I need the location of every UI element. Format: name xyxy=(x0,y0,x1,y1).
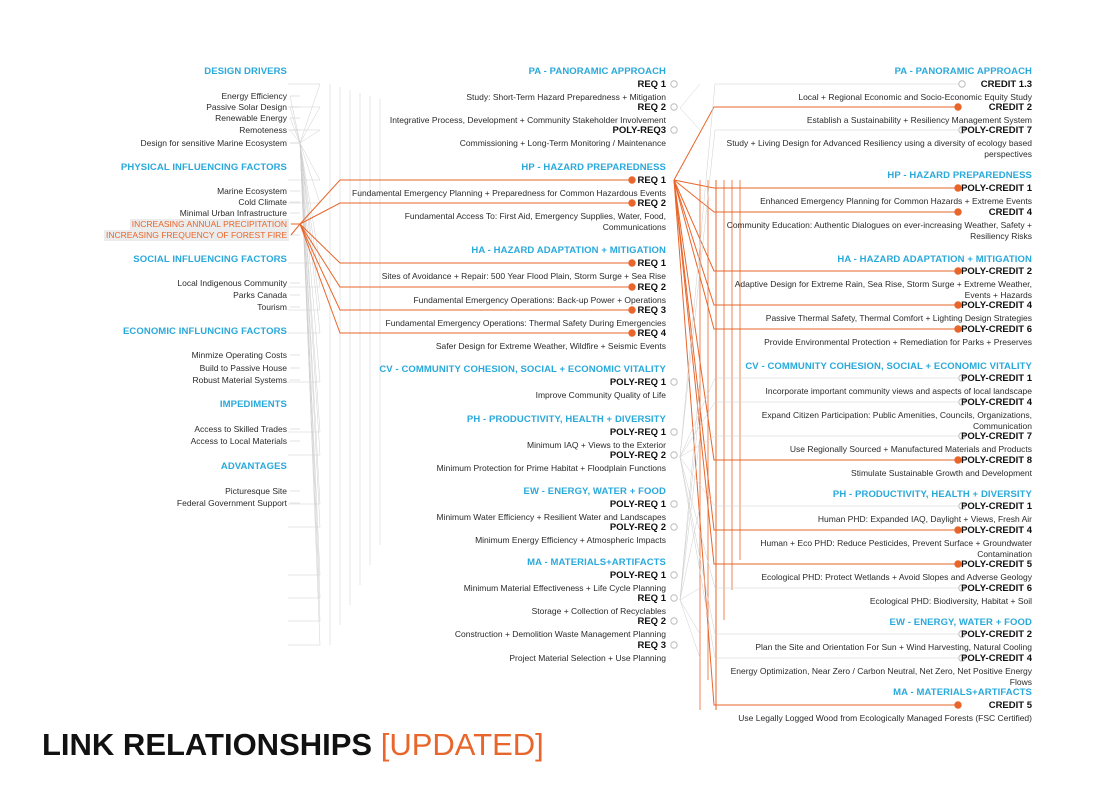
link-dot xyxy=(629,284,635,290)
credit-description: Expand Citizen Participation: Public Amenities, Councils, Organizations, xyxy=(761,410,1032,420)
credit-description: Establish a Sustainability + Resiliency Management System xyxy=(806,115,1032,125)
gray-link xyxy=(290,96,300,143)
gray-link xyxy=(680,84,700,108)
credit-code: CREDIT 4 xyxy=(988,207,1032,218)
requirement-description: Safer Design for Extreme Weather, Wildfire + Seismic Events xyxy=(435,341,666,351)
group-header: PHYSICAL INFLUENCING FACTORS xyxy=(120,162,287,173)
gray-link xyxy=(288,84,320,143)
credit-group-header: PH - PRODUCTIVITY, HEALTH + DIVERSITY xyxy=(832,489,1032,500)
requirement-description: Fundamental Access To: First Aid, Emergency Supplies, Water, Food, xyxy=(404,211,666,221)
gray-link xyxy=(680,402,700,600)
requirement-group-header: EW - ENERGY, WATER + FOOD xyxy=(523,486,666,497)
link-dot xyxy=(671,572,677,578)
highlighted-factor: INCREASING ANNUAL PRECIPITATION xyxy=(131,219,287,229)
requirement-description: Commissioning + Long-Term Monitoring / Maintenance xyxy=(459,138,666,148)
group-header: SOCIAL INFLUENCING FACTORS xyxy=(133,254,287,265)
group-header: DESIGN DRIVERS xyxy=(204,66,287,77)
credit-code: POLY-CREDIT 1 xyxy=(961,373,1032,384)
credit-code: POLY-CREDIT 7 xyxy=(961,125,1032,136)
credit-description: Use Regionally Sourced + Manufactured Materials and Products xyxy=(789,444,1032,454)
credit-description: Incorporate important community views and aspects of local landscape xyxy=(765,386,1032,396)
requirement-description: Fundamental Emergency Operations: Back-up Power + Operations xyxy=(413,295,666,305)
gray-link xyxy=(290,118,300,143)
requirement-code: REQ 1 xyxy=(637,79,666,90)
factor-item: Access to Skilled Trades xyxy=(194,424,287,434)
link-dot xyxy=(671,81,677,87)
requirement-code: REQ 2 xyxy=(637,616,666,627)
credit-code: CREDIT 2 xyxy=(988,102,1032,113)
requirement-code: REQ 3 xyxy=(637,305,666,316)
credit-code: POLY-CREDIT 5 xyxy=(961,559,1032,570)
requirement-description: Minimum Energy Efficiency + Atmospheric Impacts xyxy=(475,535,666,545)
requirement-description: Integrative Process, Development + Community Stakeholder Involvement xyxy=(389,115,666,125)
requirement-description: Minimum IAQ + Views to the Exterior xyxy=(527,440,666,450)
factor-item: Energy Efficiency xyxy=(221,91,287,101)
factor-item: Design for sensitive Marine Ecosystem xyxy=(140,138,287,148)
link-dot xyxy=(671,618,677,624)
factor-item: Passive Solar Design xyxy=(206,102,287,112)
requirement-code: REQ 2 xyxy=(637,282,666,293)
credit-code: POLY-CREDIT 8 xyxy=(961,455,1032,466)
credit-code: POLY-CREDIT 1 xyxy=(961,183,1032,194)
credit-description: Resiliency Risks xyxy=(970,230,1032,241)
credit-code: POLY-CREDIT 6 xyxy=(961,583,1032,594)
link-dot xyxy=(671,642,677,648)
link-dot xyxy=(955,702,961,708)
credit-code: POLY-CREDIT 2 xyxy=(961,629,1032,640)
requirement-code: REQ 2 xyxy=(637,102,666,113)
factor-item: Picturesque Site xyxy=(225,486,287,496)
gray-link xyxy=(680,108,700,130)
link-dot xyxy=(671,501,677,507)
page-title: LINK RELATIONSHIPS [UPDATED] xyxy=(42,727,544,762)
requirement-code: REQ 2 xyxy=(637,198,666,209)
credit-description: Ecological PHD: Biodiversity, Habitat + Soil xyxy=(869,596,1032,606)
requirement-code: REQ 4 xyxy=(637,328,666,339)
credit-group-header: HA - HAZARD ADAPTATION + MITIGATION xyxy=(837,254,1032,265)
link-dot xyxy=(671,127,677,133)
requirement-code: POLY-REQ 2 xyxy=(609,450,666,461)
credit-description: Provide Environmental Protection + Remediation for Parks + Preserves xyxy=(764,337,1032,347)
group-header: IMPEDIMENTS xyxy=(219,399,287,410)
credit-description: Human PHD: Expanded IAQ, Daylight + Views, Fresh Air xyxy=(817,514,1032,524)
gray-link xyxy=(680,588,700,600)
credit-description: Communication xyxy=(972,420,1032,431)
requirement-group-header: HA - HAZARD ADAPTATION + MITIGATION xyxy=(471,245,666,256)
credit-description: Plan the Site and Orientation For Sun + Wind Harvesting, Natural Cooling xyxy=(755,642,1032,652)
credit-description: Events + Hazards xyxy=(964,289,1032,300)
gray-link xyxy=(680,436,700,600)
requirement-group-header: HP - HAZARD PREPAREDNESS xyxy=(521,162,666,173)
factor-item: Cold Climate xyxy=(238,197,287,207)
credit-description: Contamination xyxy=(977,548,1032,559)
link-dot xyxy=(629,177,635,183)
requirement-description: Minimum Material Effectiveness + Life Cycle Planning xyxy=(463,583,666,593)
requirement-group-header: PA - PANORAMIC APPROACH xyxy=(528,66,666,77)
requirement-description: Construction + Demolition Waste Management Planning xyxy=(454,629,666,639)
factor-item: Marine Ecosystem xyxy=(217,186,287,196)
requirement-description: Study: Short-Term Hazard Preparedness + Mitigation xyxy=(466,92,666,102)
credit-code: POLY-CREDIT 6 xyxy=(961,324,1032,335)
requirement-description: Minimum Water Efficiency + Resilient Water and Landscapes xyxy=(436,512,666,522)
link-dot xyxy=(671,379,677,385)
credit-description: Use Legally Logged Wood from Ecologically Managed Forests (FSC Certified) xyxy=(738,713,1032,723)
factor-item: Remoteness xyxy=(239,125,287,135)
requirement-code: POLY-REQ 1 xyxy=(609,499,666,510)
credit-description: Stimulate Sustainable Growth and Development xyxy=(851,468,1032,478)
factor-item: Access to Local Materials xyxy=(190,436,287,446)
factor-item: Renewable Energy xyxy=(215,113,287,123)
requirement-code: REQ 1 xyxy=(637,175,666,186)
group-header: ADVANTAGES xyxy=(220,461,287,472)
requirement-group-header: PH - PRODUCTIVITY, HEALTH + DIVERSITY xyxy=(466,414,666,425)
factor-item: Minimal Urban Infrastructure xyxy=(179,208,287,218)
link-dot xyxy=(629,307,635,313)
credit-group-header: HP - HAZARD PREPAREDNESS xyxy=(887,170,1032,181)
factor-item: Local Indigenous Community xyxy=(177,278,287,288)
credit-description: Community Education: Authentic Dialogues on ever-increasing Weather, Safety + xyxy=(726,220,1032,230)
credit-description: Local + Regional Economic and Socio-Economic Equity Study xyxy=(798,92,1032,102)
credit-description: perspectives xyxy=(984,148,1032,159)
link-dot xyxy=(671,595,677,601)
factor-item: Parks Canada xyxy=(233,290,287,300)
factor-item: Tourism xyxy=(257,302,287,312)
factor-item: Robust Material Systems xyxy=(192,375,287,385)
requirement-group-header: CV - COMMUNITY COHESION, SOCIAL + ECONOMIC VITALITY xyxy=(379,364,666,375)
orange-link xyxy=(291,224,300,235)
requirement-code: POLY-REQ 2 xyxy=(609,522,666,533)
requirement-code: REQ 1 xyxy=(637,258,666,269)
link-dot xyxy=(959,81,965,87)
credit-group-header: CV - COMMUNITY COHESION, SOCIAL + ECONOMIC VITALITY xyxy=(745,361,1032,372)
credit-description: Energy Optimization, Near Zero / Carbon Neutral, Net Zero, Net Positive Energy xyxy=(730,666,1032,676)
credit-description: Human + Eco PHD: Reduce Pesticides, Prevent Surface + Groundwater xyxy=(760,538,1032,548)
factor-item: Build to Passive House xyxy=(199,363,287,373)
requirement-description: Fundamental Emergency Operations: Thermal Safety During Emergencies xyxy=(385,318,666,328)
credit-description: Flows xyxy=(1009,676,1032,687)
requirement-code: POLY-REQ 1 xyxy=(609,377,666,388)
requirement-description: Fundamental Emergency Planning + Preparedness for Common Hazardous Events xyxy=(352,188,666,198)
credit-description: Study + Living Design for Advanced Resiliency using a diversity of ecology based xyxy=(726,138,1032,148)
credit-group-header: PA - PANORAMIC APPROACH xyxy=(894,66,1032,77)
credit-description: Enhanced Emergency Planning for Common Hazards + Extreme Events xyxy=(760,196,1032,206)
requirement-description: Sites of Avoidance + Repair: 500 Year Flood Plain, Storm Surge + Sea Rise xyxy=(381,271,666,281)
link-dot xyxy=(629,260,635,266)
factor-item: Minmize Operating Costs xyxy=(191,350,287,360)
link-dot xyxy=(955,209,961,215)
orange-link xyxy=(674,180,958,188)
credit-code: POLY-CREDIT 4 xyxy=(961,300,1032,311)
requirement-code: REQ 1 xyxy=(637,593,666,604)
link-dot xyxy=(629,200,635,206)
highlighted-factor: INCREASING FREQUENCY OF FOREST FIRE xyxy=(105,230,287,240)
credit-code: POLY-CREDIT 7 xyxy=(961,431,1032,442)
credit-description: Ecological PHD: Protect Wetlands + Avoid Slopes and Adverse Geology xyxy=(761,572,1032,582)
group-header: ECONOMIC INFLUNCING FACTORS xyxy=(122,326,287,337)
gray-link xyxy=(290,107,300,143)
credit-group-header: EW - ENERGY, WATER + FOOD xyxy=(889,617,1032,628)
link-dot xyxy=(671,524,677,530)
orange-link xyxy=(674,180,958,564)
requirement-description: Communications xyxy=(602,221,666,232)
credit-code: POLY-CREDIT 4 xyxy=(961,397,1032,408)
link-dot xyxy=(671,452,677,458)
credit-code: POLY-CREDIT 4 xyxy=(961,525,1032,536)
credit-code: CREDIT 1.3 xyxy=(980,79,1032,90)
credit-group-header: MA - MATERIALS+ARTIFACTS xyxy=(893,687,1032,698)
credit-code: CREDIT 5 xyxy=(988,700,1032,711)
requirement-description: Minimum Protection for Prime Habitat + Floodplain Functions xyxy=(436,463,666,473)
link-dot xyxy=(955,104,961,110)
link-dot xyxy=(629,330,635,336)
requirement-description: Improve Community Quality of Life xyxy=(535,390,666,400)
link-dot xyxy=(671,104,677,110)
credit-code: POLY-CREDIT 2 xyxy=(961,266,1032,277)
requirement-code: POLY-REQ 1 xyxy=(609,570,666,581)
credit-code: POLY-CREDIT 1 xyxy=(961,501,1032,512)
requirement-description: Storage + Collection of Recyclables xyxy=(531,606,666,616)
credit-code: POLY-CREDIT 4 xyxy=(961,653,1032,664)
requirement-code: POLY-REQ3 xyxy=(612,125,666,136)
gray-link xyxy=(680,378,700,600)
requirement-group-header: MA - MATERIALS+ARTIFACTS xyxy=(527,557,666,568)
orange-link xyxy=(300,224,630,263)
factor-item: Federal Government Support xyxy=(176,498,287,508)
requirement-code: REQ 3 xyxy=(637,640,666,651)
credit-description: Adaptive Design for Extreme Rain, Sea Rise, Storm Surge + Extreme Weather, xyxy=(734,279,1032,289)
requirement-description: Project Material Selection + Use Planning xyxy=(509,653,666,663)
requirement-code: POLY-REQ 1 xyxy=(609,427,666,438)
credit-description: Passive Thermal Safety, Thermal Comfort + Lighting Design Strategies xyxy=(765,313,1032,323)
link-dot xyxy=(671,429,677,435)
